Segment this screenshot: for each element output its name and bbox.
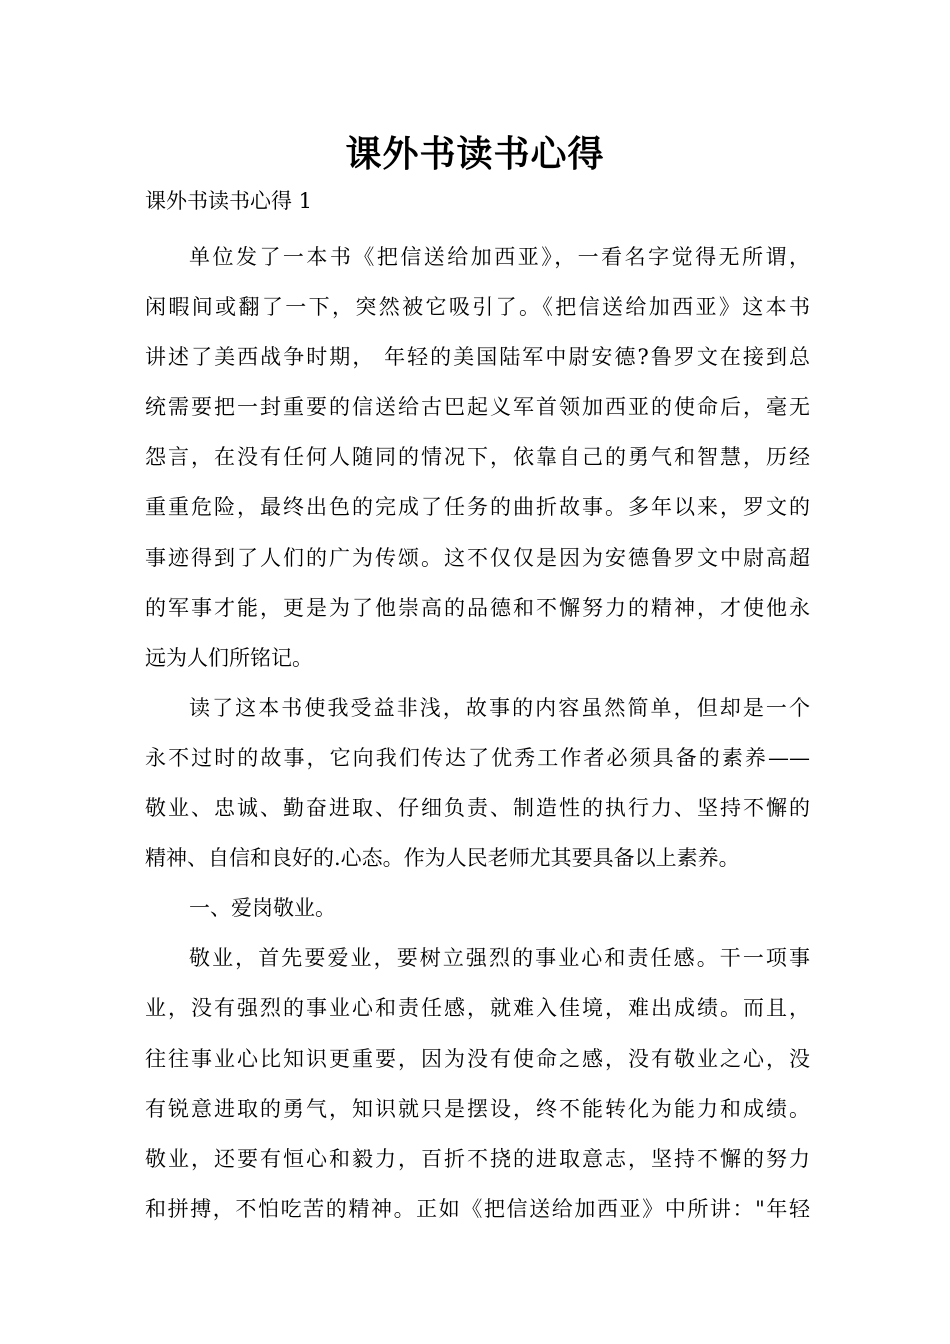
document-subtitle: 课外书读书心得 1 (145, 189, 313, 213)
document-body (145, 232, 810, 1234)
text-line: 闲暇间或翻了一下，突然被它吸引了。《把信送给加西亚》这本书 (145, 295, 810, 320)
text-line: 业，没有强烈的事业心和责任感，就难入佳境，难出成绩。而且， (145, 996, 810, 1021)
text-line: 敬业，首先要爱业，要树立强烈的事业心和责任感。干一项事 (189, 946, 810, 971)
text-line: 敬业、忠诚、勤奋进取、仔细负责、制造性的执行力、坚持不懈的 (145, 796, 810, 821)
text-line: 的军事才能，更是为了他崇高的品德和不懈努力的精神，才使他永 (145, 595, 810, 620)
text-line: 远为人们所铭记。 (145, 645, 313, 670)
text-line: 怨言，在没有任何人随同的情况下，依靠自己的勇气和智慧，历经 (145, 445, 810, 470)
text-line: 敬业，还要有恒心和毅力，百折不挠的进取意志，坚持不懈的努力 (145, 1146, 810, 1171)
text-line: 往往事业心比知识更重要，因为没有使命之感，没有敬业之心，没 (145, 1046, 810, 1071)
text-line: 事迹得到了人们的广为传颂。这不仅仅是因为安德鲁罗文中尉高超 (145, 545, 810, 570)
text-line: 永不过时的故事，它向我们传达了优秀工作者必须具备的素养—— (145, 745, 810, 770)
text-line: 精神、自信和良好的.心态。作为人民老师尤其要具备以上素养。 (145, 846, 740, 871)
text-line: 一、爱岗敬业。 (189, 896, 336, 921)
text-line: 统需要把一封重要的信送给古巴起义军首领加西亚的使命后，毫无 (145, 395, 810, 420)
text-line: 单位发了一本书《把信送给加西亚》，一看名字觉得无所谓， (189, 245, 810, 269)
text-line: 读了这本书使我受益非浅，故事的内容虽然简单，但却是一个 (189, 695, 810, 720)
text-line: 讲述了美西战争时期， 年轻的美国陆军中尉安德?鲁罗文在接到总 (145, 345, 810, 370)
text-line: 有锐意进取的勇气，知识就只是摆设，终不能转化为能力和成绩。 (145, 1096, 810, 1121)
text-line: 和拼搏，不怕吃苦的精神。正如《把信送给加西亚》中所讲："年轻 (145, 1196, 810, 1221)
document-title: 课外书读书心得 (345, 133, 605, 175)
text-line: 重重危险，最终出色的完成了任务的曲折故事。多年以来，罗文的 (145, 495, 810, 520)
